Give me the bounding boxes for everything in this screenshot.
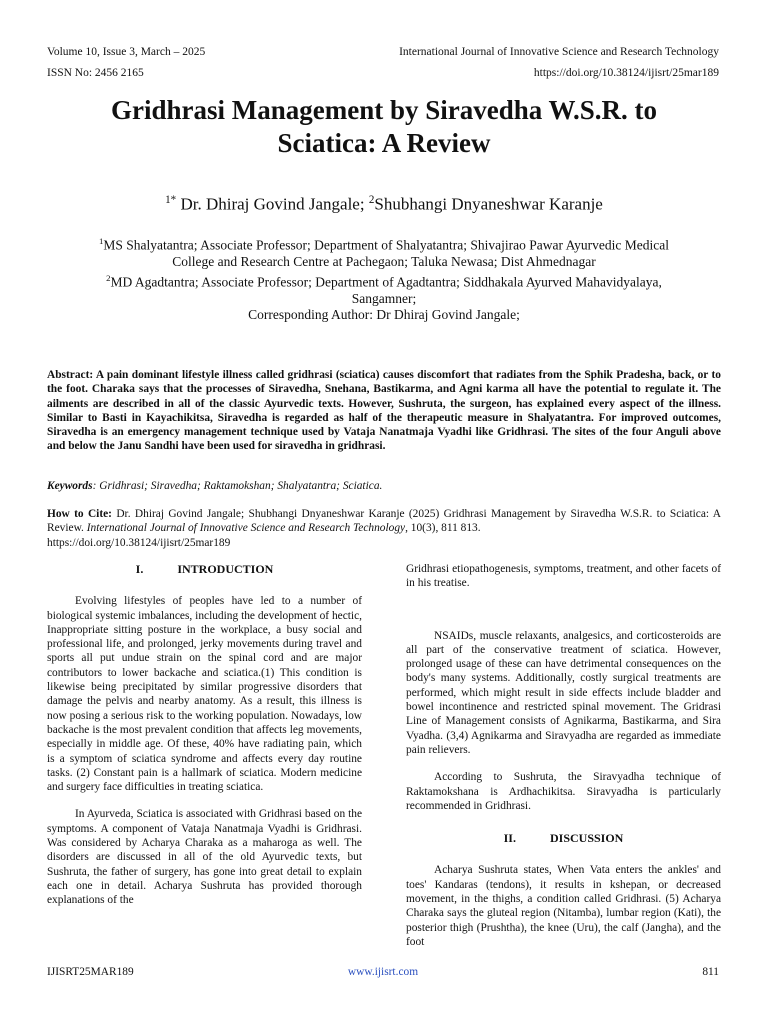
keywords — [47, 480, 721, 492]
author-1-name: Dr. Dhiraj Govind Jangale; — [176, 194, 369, 214]
affiliations — [52, 233, 716, 323]
corresponding-author: Corresponding Author: Dr Dhiraj Govind Jangale; — [248, 307, 520, 323]
author-2-marker: 2 — [368, 194, 375, 206]
paragraph: In Ayurveda, Sciatica is associated with Gridhrasi based on the symptoms. A component of Vataja Nanatmaja Vyadhi is Gridhrasi. Was considered by Acharya Charaka as a maharoga as well. The disorders are discussed in all of the old Ayurvedic texts, but Sushruta, the father of surgery, has gone into great detail to explain each one in detail. Acharya Sushruta has provided thorough explanations of the — [47, 808, 362, 907]
left-column — [47, 562, 362, 921]
paragraph: Evolving lifestyles of peoples have led to a number of biological systemic imbalances, including the development of hectic, Inappropriate sitting posture in the workplace, a busy social and professional life, and prolonged, jerky movements during travel and sports all put undue strain on the spinal cord and are major contributors to lower backache and sciatica.(1) This condition is likewise being precipitated by similar progressive disorders that damage the pelvis and nearby anatomy. As a result, this illness is now posing a serious risk to the working population. Nowadays, low backache is the most prevalent condition that affects leg movements, especially in middle age. Of these, 40% have radiating pain, which is a symptom of sciatica syndrome and affects every day routine tasks. (2) Constant pain is a hallmark of sciatica. Modern medicine and surgery face difficulties in treating sciatica. — [47, 595, 362, 794]
affiliation-2: $^2$MD Agadtantra; Associate Professor; Department of Agadtantra; Siddhakala Ayurved Mahavidyalaya, Sangamner; — [106, 273, 662, 306]
affiliation-2-marker: 2 — [106, 273, 111, 284]
page-number: 811 — [702, 966, 719, 978]
right-column — [406, 562, 721, 962]
issn: ISSN No: 2456 2165 — [47, 67, 144, 79]
running-header-left — [47, 42, 205, 84]
keywords-value: : Gridhrasi; Siravedha; Raktamokshan; Shalyatantra; Sciatica. — [92, 480, 383, 492]
author-2-name: Shubhangi Dnyaneshwar Karanje — [374, 194, 603, 214]
section-heading-discussion: II. DISCUSSION — [503, 831, 624, 846]
abstract: Abstract: A pain dominant lifestyle illness called gridhrasi (sciatica) causes discomfort that radiates from the Sphik Pradesha, back, or to the foot. Charaka says that the processes of Siravedha, Snehana, Bastikarma, and Agni karma all have the potential to regulate it. The ailments are described in all of the classic Ayurvedic texts. However, Sushruta, the surgeon, has explained every aspect of the illness. Similar to Basti in Kayachikitsa, Siravedha is regarded as half of the therapeutic measure in Shalyatantra. For improved outcomes, Siravedha is an emergency management technique used by Vataja Nanatmaja Vyadhi like Gridhrasi. The sites of the four Anguli above and below the Janu Sandhi have been used for siravedha in gridhrasi. — [47, 369, 721, 453]
keywords-label: Keywords — [47, 480, 93, 492]
page-footer — [47, 966, 719, 978]
volume-issue: Volume 10, Issue 3, March – 2025 — [47, 46, 206, 58]
author-1-marker: 1* — [165, 194, 177, 206]
cite-label: How to Cite: — [47, 508, 112, 520]
affiliation-1: $^1$MS Shalyatantra; Associate Professor; Department of Shalyatantra; Shivajirao Pawar Ayurvedic Medical College and Research Centre at Pachegaon; Taluka Newasa; Dist Ahmednagar — [98, 236, 669, 269]
cite-journal: International Journal of Innovative Science and Research Technology — [86, 522, 406, 535]
paragraph: NSAIDs, muscle relaxants, analgesics, and corticosteroids are all part of the conservative treatment of sciatica. However, prolonged usage of these can have detrimental consequences on the body's many systems. Additionally, costly surgical treatments are performed, which might result in side effects include bladder and bowel incontinence and restricted spinal movement. The Gridrasi Line of Management consists of Agnikarma, Bastikarma, and Sira Vyadha. (3,4) Agnikarma and Siravyadha are regarded as immediate pain relievers. — [406, 629, 721, 756]
footer-site-link[interactable]: www.ijisrt.com — [347, 966, 419, 978]
section-heading-introduction: I. INTRODUCTION — [135, 562, 274, 576]
title-line-2: Sciatica: A Review — [277, 128, 491, 158]
title-line-1: Gridhrasi Management by Siravedha W.S.R. to — [110, 95, 658, 125]
paper-title — [40, 94, 728, 160]
how-to-cite: How to Cite: Dr. Dhiraj Govind Jangale; Shubhangi Dnyaneshwar Karanje (2025) Gridhrasi Management by Siravedha W.S.R. to Sciatica: A Review. International Journal of Innovative Science and Research Technology, 10(3), 811 813. https://doi.org/10.38124/ijisrt/25mar189 — [47, 508, 722, 549]
author-list — [40, 194, 728, 215]
running-header-right — [399, 42, 719, 84]
paragraph: Gridhrasi etiopathogenesis, symptoms, treatment, and other facets of in his treatise. — [406, 563, 721, 590]
footer-paper-id: IJISRT25MAR189 — [47, 966, 134, 978]
paragraph: According to Sushruta, the Siravyadha technique of Raktamokshana is Ardhachikitsa. Siravyadha is particularly recommended in Gridhrasi. — [406, 771, 721, 812]
journal-name: International Journal of Innovative Science and Research Technology — [399, 46, 719, 58]
header-doi-link[interactable]: https://doi.org/10.38124/ijisrt/25mar189 — [533, 67, 719, 79]
cite-doi-link[interactable]: https://doi.org/10.38124/ijisrt/25mar189 — [47, 536, 231, 549]
paragraph: Acharya Sushruta states, When Vata enters the ankles' and toes' Kandaras (tendons), it results in kshepan, or decreased movement, in the thighs, a condition called Gridhrasi. (5) Acharya Charaka says the gluteal region (Nitamba), lumbar region (Kati), the posterior thigh (Prushtha), the knee (Uru), the calf (Jangha), and the foot — [406, 864, 721, 948]
affiliation-1-marker: 1 — [98, 236, 104, 246]
